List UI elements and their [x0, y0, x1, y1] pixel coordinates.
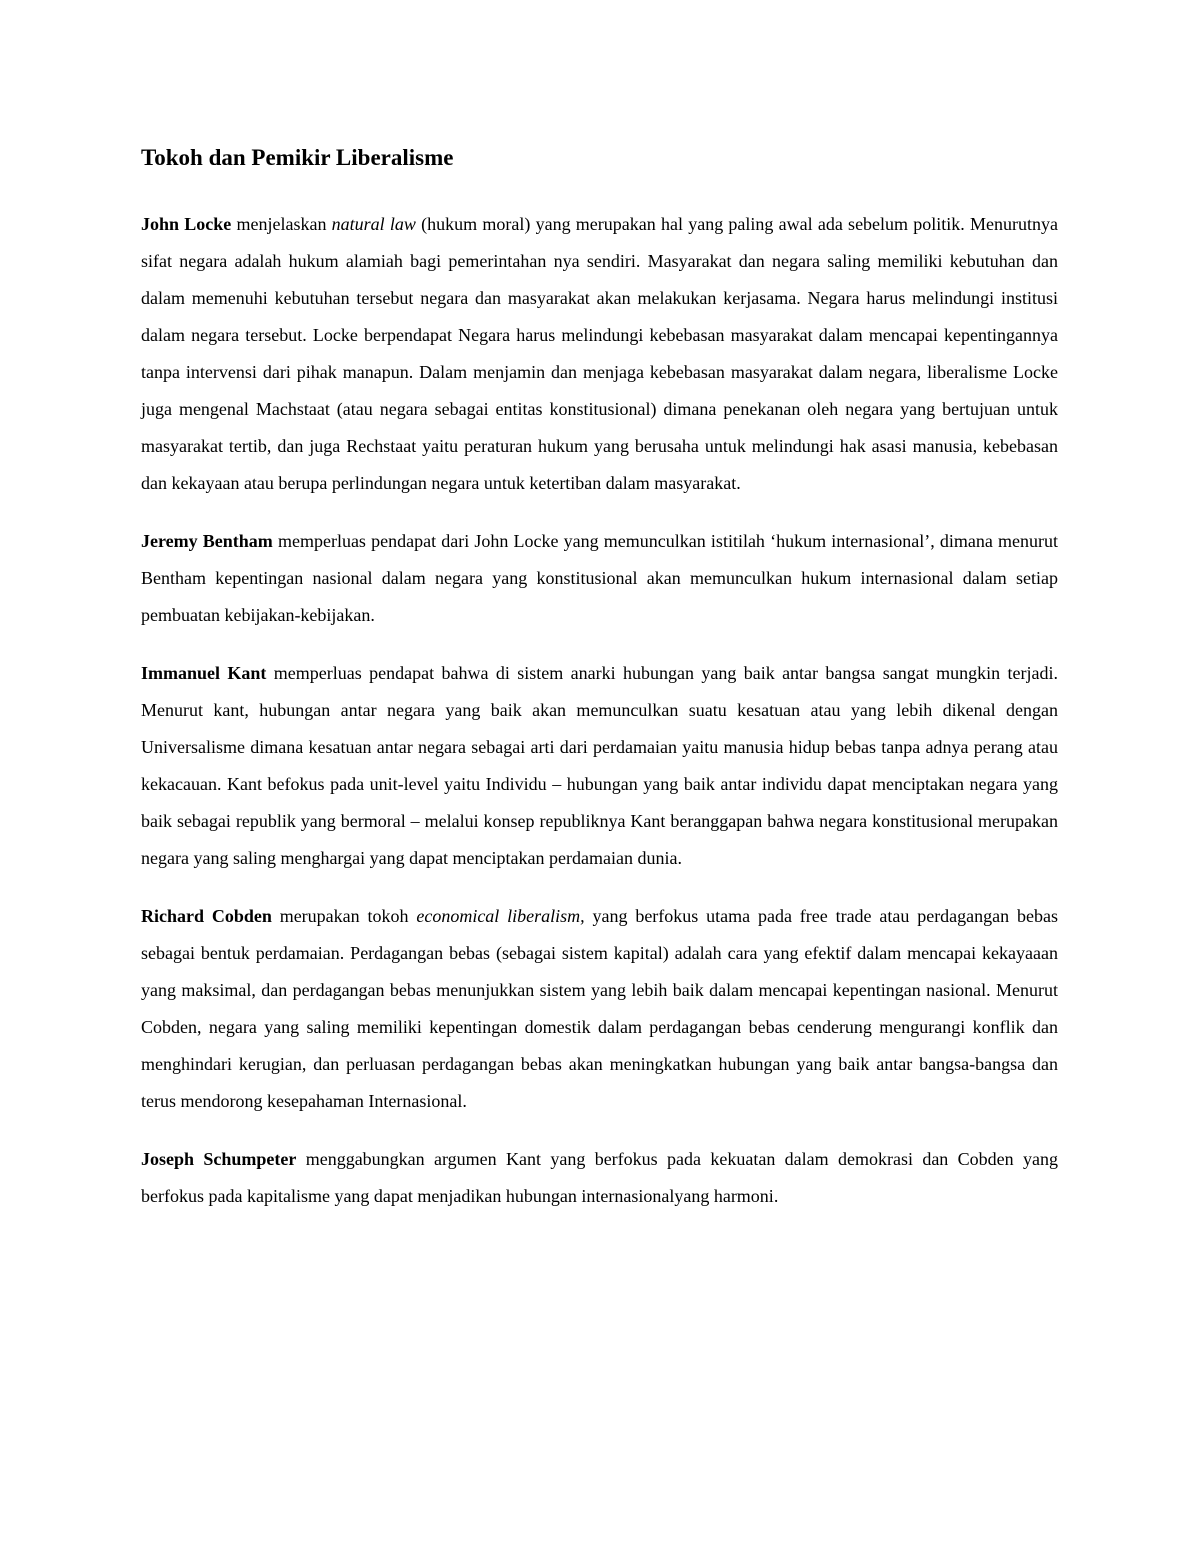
paragraph-text: (hukum moral) yang merupakan hal yang paling awal ada sebelum politik. Menurutnya sifat negara adalah hukum alamiah bagi pemerintahan nya sendiri. Masyarakat dan negara saling memiliki kebutuhan dan dalam memenuhi kebutuhan tersebut negara dan masyarakat akan melakukan kerjasama. Negara harus melindungi institusi dalam negara tersebut. Locke berpendapat Negara harus melindungi kebebasan masyarakat dalam mencapai kepentingannya tanpa intervensi dari pihak manapun. Dalam menjamin dan menjaga kebebasan masyarakat dalam negara, liberalisme Locke juga mengenal Machstaat (atau negara sebagai entitas konstitusional) dimana penekanan oleh negara yang bertujuan untuk masyarakat tertib, dan juga Rechstaat yaitu peraturan hukum yang berusaha untuk melindungi hak asasi manusia, kebebasan dan kekayaan atau berupa perlindungan negara untuk ketertiban dalam masyarakat.: [141, 214, 1058, 493]
name-jeremy-bentham: Jeremy Bentham: [141, 531, 273, 551]
paragraph-joseph-schumpeter: [141, 1141, 1058, 1215]
name-joseph-schumpeter: Joseph Schumpeter: [141, 1149, 297, 1169]
paragraph-text: merupakan tokoh: [271, 906, 417, 926]
italic-term-economical-liberalism: economical liberalism,: [416, 906, 585, 926]
paragraph-richard-cobden: [141, 898, 1058, 1120]
name-john-locke: John Locke: [141, 214, 232, 234]
document-body: [141, 140, 1058, 1236]
name-immanuel-kant: Immanuel Kant: [141, 663, 267, 683]
name-richard-cobden: Richard Cobden: [141, 906, 272, 926]
paragraph-text: memperluas pendapat dari John Locke yang memunculkan istitilah ‘hukum internasional’, dimana menurut Bentham kepentingan nasional dalam negara yang konstitusional akan memunculkan hukum internasional dalam setiap pembuatan kebijakan-kebijakan.: [141, 531, 1058, 625]
paragraph-jeremy-bentham: [141, 523, 1058, 634]
paragraph-text: memperluas pendapat bahwa di sistem anarki hubungan yang baik antar bangsa sangat mungkin terjadi. Menurut kant, hubungan antar negara yang baik akan memunculkan suatu kesatuan atau yang lebih dikenal dengan Universalisme dimana kesatuan antar negara sebagai arti dari perdamaian yaitu manusia hidup bebas tanpa adnya perang atau kekacauan. Kant befokus pada unit-level yaitu Individu – hubungan yang baik antar individu dapat menciptakan negara yang baik sebagai republik yang bermoral – melalui konsep republiknya Kant beranggapan bahwa negara konstitusional merupakan negara yang saling menghargai yang dapat menciptakan perdamaian dunia.: [141, 663, 1059, 868]
paragraph-immanuel-kant: [141, 655, 1058, 877]
italic-term-natural-law: natural law: [331, 214, 416, 234]
document-title: Tokoh dan Pemikir Liberalisme: [141, 145, 454, 170]
paragraph-text: menggabungkan argumen Kant yang berfokus pada kekuatan dalam demokrasi dan Cobden yang berfokus pada kapitalisme yang dapat menjadikan hubungan internasionalyang harmoni.: [141, 1149, 1058, 1206]
paragraph-text: menjelaskan: [231, 214, 332, 234]
paragraph-john-locke: [141, 206, 1058, 502]
paragraph-text: yang berfokus utama pada free trade atau perdagangan bebas sebagai bentuk perdamaian. Perdagangan bebas (sebagai sistem kapital) adalah cara yang efektif dalam mencapai kekayaaan yang maksimal, dan perdagangan bebas menunjukkan sistem yang lebih baik dalam mencapai kepentingan nasional. Menurut Cobden, negara yang saling memiliki kepentingan domestik dalam perdagangan bebas cenderung mengurangi konflik dan menghindari kerugian, dan perluasan perdagangan bebas akan meningkatkan hubungan yang baik antar bangsa-bangsa dan terus mendorong kesepahaman Internasional.: [141, 906, 1058, 1111]
